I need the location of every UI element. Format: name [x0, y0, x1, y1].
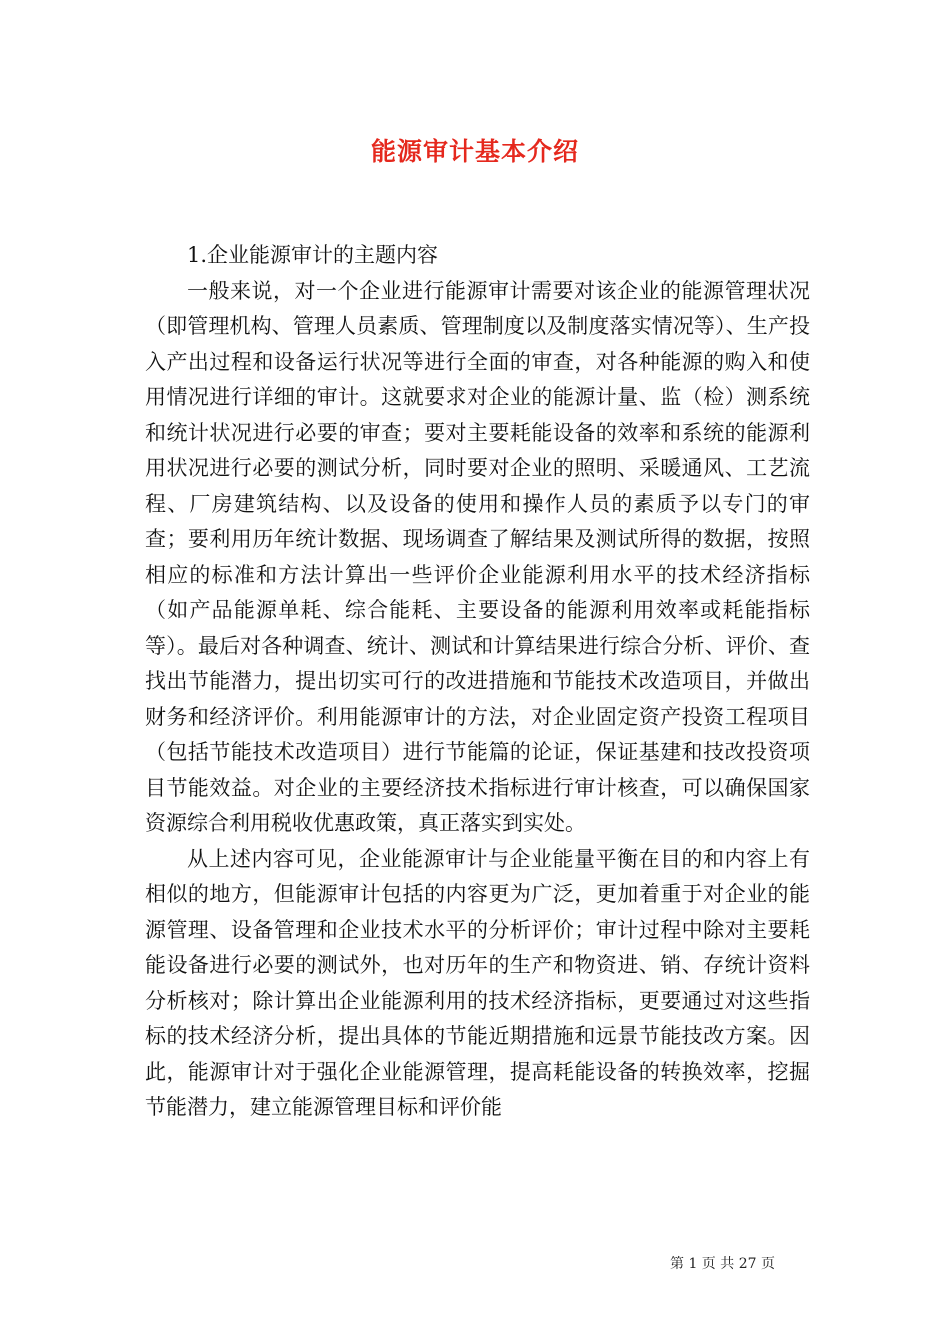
section-heading: 1.企业能源审计的主题内容 [187, 243, 439, 267]
document-title: 能源审计基本介绍 [370, 137, 579, 166]
paragraph-2: 从上述内容可见，企业能源审计与企业能量平衡在目的和内容上有相似的地方，但能源审计包括的内容更为广泛，更加着重于对企业的能源管理、设备管理和企业技术水平的分析评价；审计过程中除对主要耗能设备进行必要的测试外，也对历年的生产和物资进、销、存统计资料分析核对；除计算出企业能源利用的技术经济指标，更要通过对这些指标的技术经济分析，提出具体的节能近期措施和远景节能技改方案。因此，能源审计对于强化企业能源管理，提高耗能设备的转换效率，挖掘节能潜力，建立能源管理目标和评价能 [145, 846, 810, 1119]
paragraph-1: 一般来说，对一个企业进行能源审计需要对该企业的能源管理状况（即管理机构、管理人员素质、管理制度以及制度落实情况等）、生产投入产出过程和设备运行状况等进行全面的审查，对各种能源的购入和使用情况进行详细的审计。这就要求对企业的能源计量、监（检）测系统和统计状况进行必要的审查；要对主要耗能设备的效率和系统的能源利用状况进行必要的测试分析，同时要对企业的照明、采暖通风、工艺流程、厂房建筑结构、以及设备的使用和操作人员的素质予以专门的审查；要利用历年统计数据、现场调查了解结果及测试所得的数据，按照相应的标准和方法计算出一些评价企业能源利用水平的技术经济指标（如产品能源单耗、综合能耗、主要设备的能源利用效率或耗能指标等）。最后对各种调查、统计、测试和计算结果进行综合分析、评价、查找出节能潜力，提出切实可行的改进措施和节能技术改造项目，并做出财务和经济评价。利用能源审计的方法，对企业固定资产投资工程项目（包括节能技术改造项目）进行节能篇的论证，保证基建和技改投资项目节能效益。对企业的主要经济技术指标进行审计核查，可以确保国家资源综合利用税收优惠政策，真正落实到实处。 [145, 278, 810, 835]
document-body [145, 238, 810, 1126]
page-number-footer: 第 1 页 共 27 页 [670, 1256, 775, 1272]
